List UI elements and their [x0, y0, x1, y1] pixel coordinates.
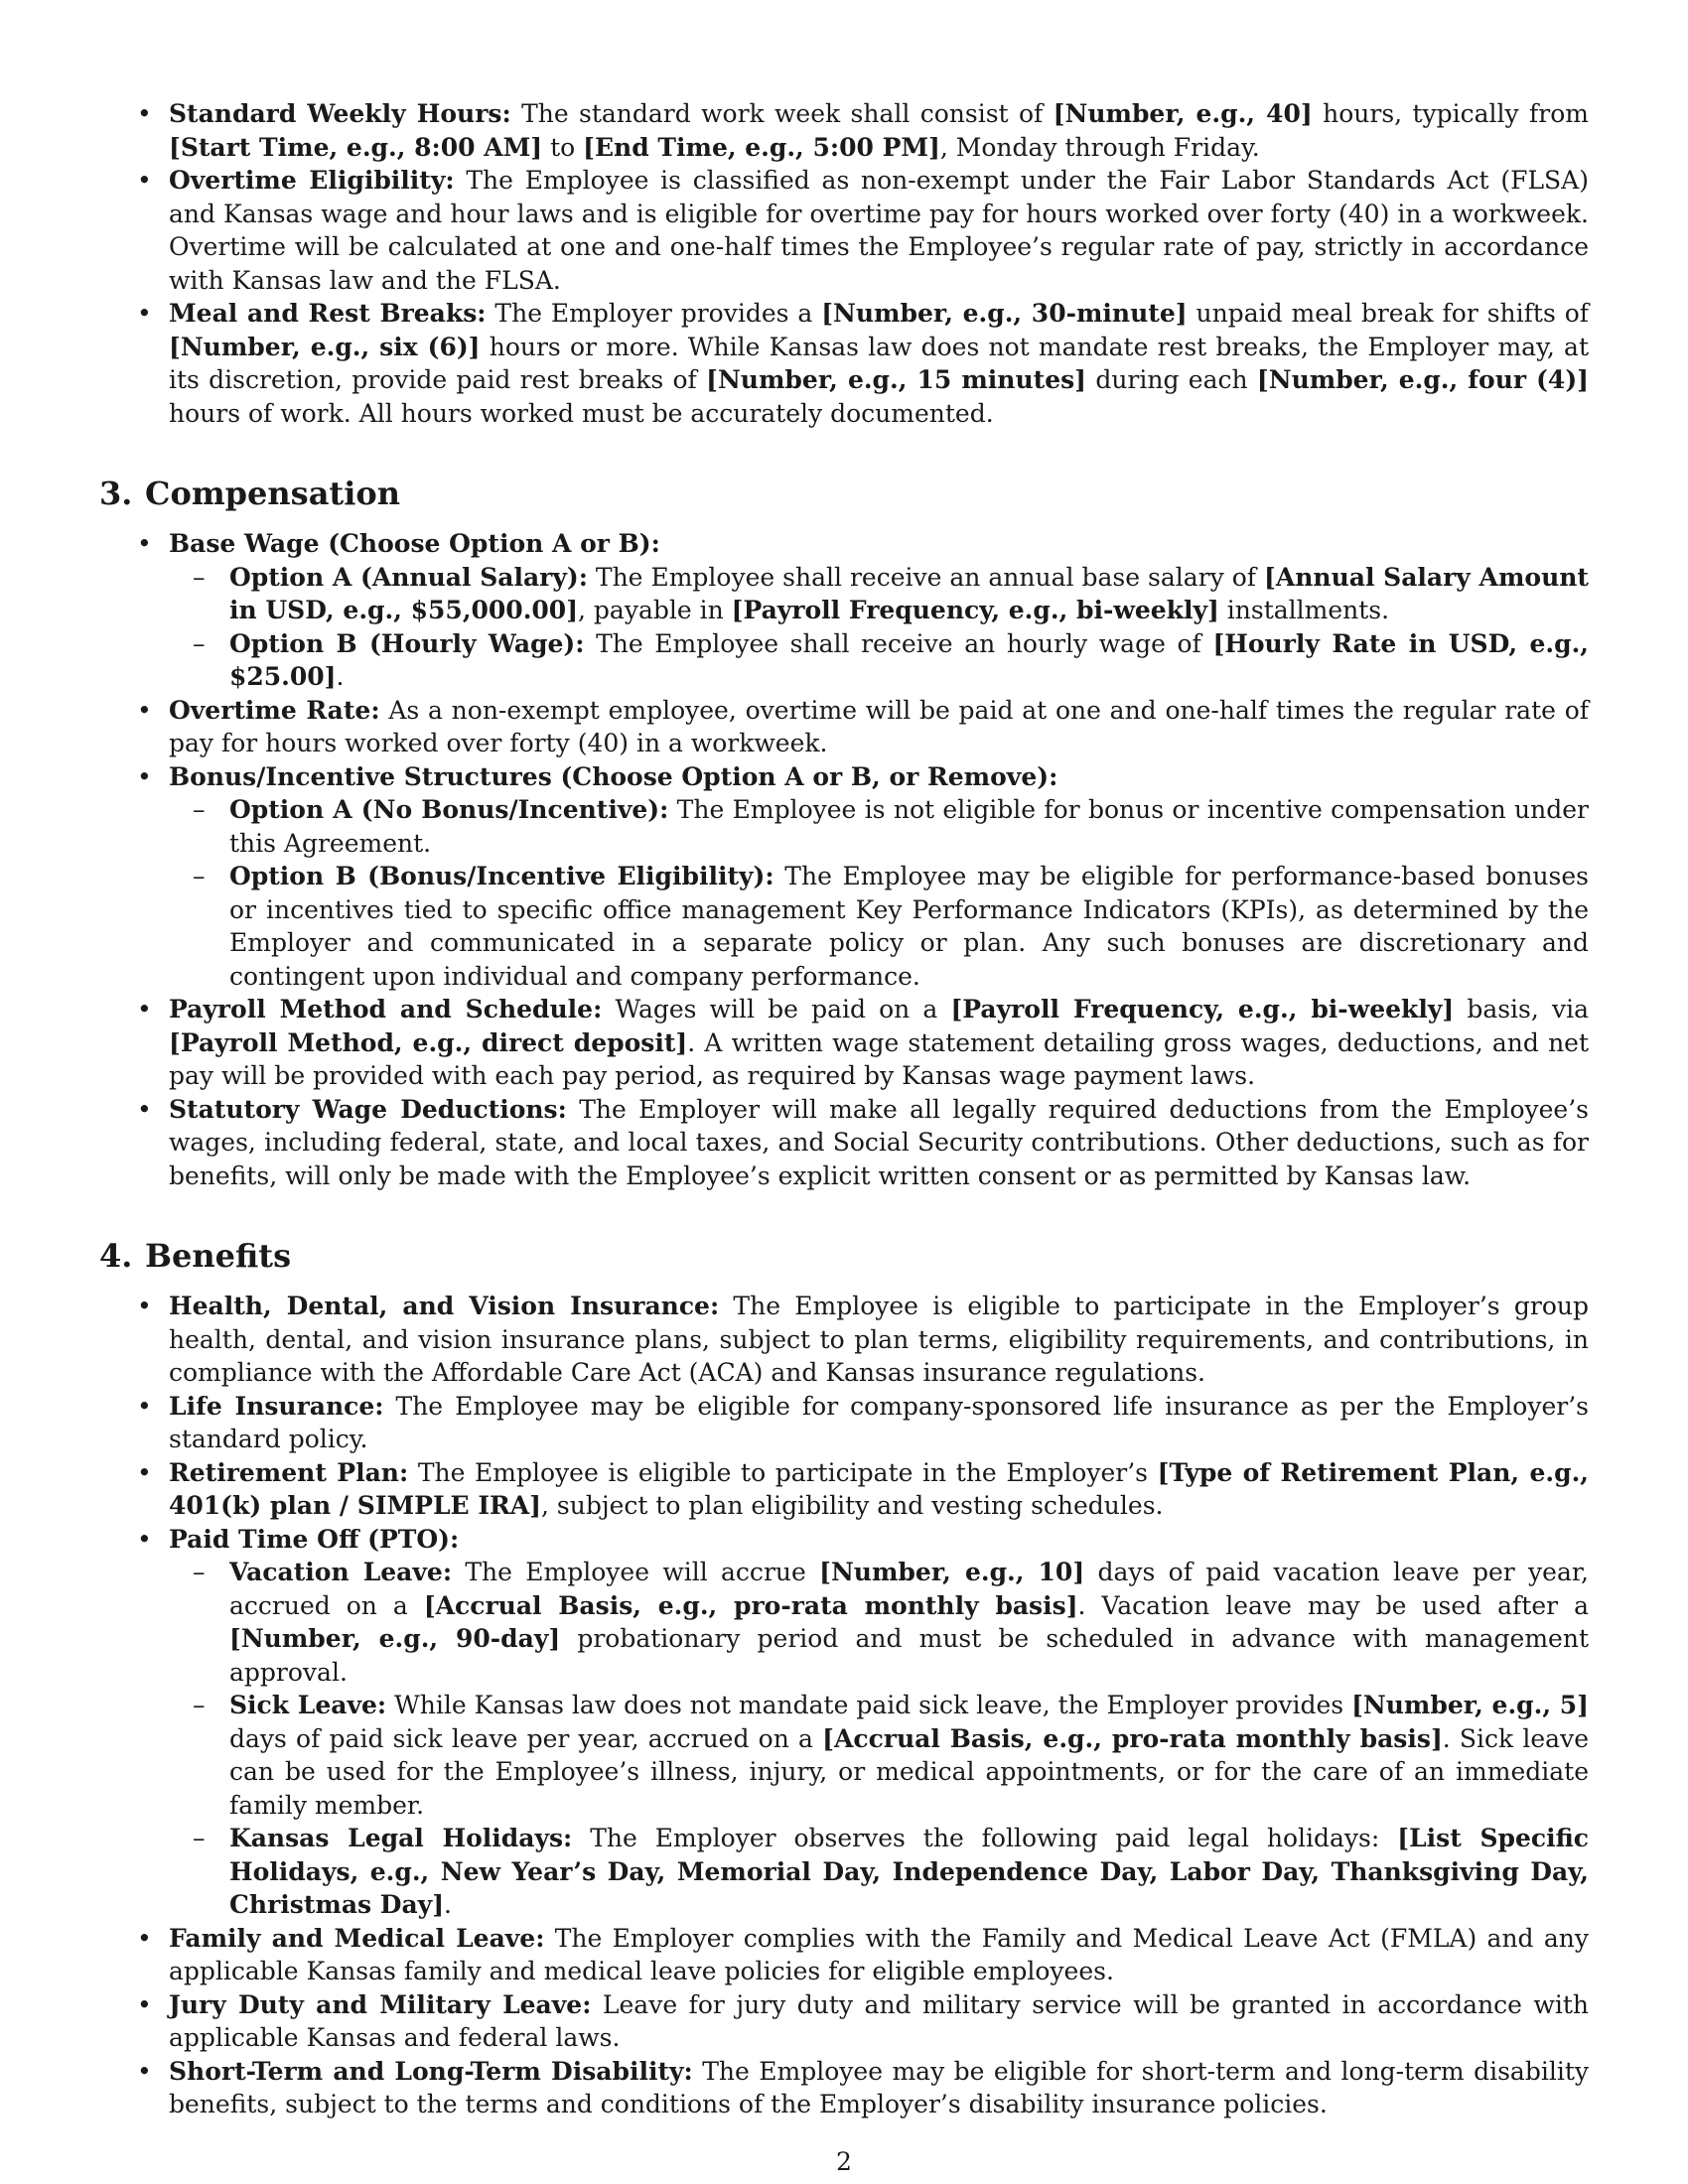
item-text: The Employer will make all legally required deductions from the Employee’s wages, including federal, state, and local taxes, and Social Security contributions. Other deductions, such as for benefits, will only be made with the Employee’s explicit written consent or as permitted by Kansas law. — [169, 1094, 1589, 1190]
item-label: Retirement Plan: — [169, 1457, 409, 1487]
list-item — [99, 760, 1589, 994]
item-text: , payable in — [578, 596, 732, 624]
item-text: to — [542, 132, 584, 162]
item-text: , Monday through Friday. — [939, 132, 1260, 162]
placeholder-field: [Number, e.g., 15 minutes] — [706, 365, 1087, 394]
item-label: Option A (Annual Salary): — [229, 562, 588, 592]
section-heading-compensation — [99, 474, 1589, 513]
sub-list-item — [99, 627, 1589, 694]
list-item — [99, 1922, 1589, 1988]
item-text: probationary period and must be scheduled in advance with management approval. — [229, 1624, 1589, 1687]
placeholder-field: [Start Time, e.g., 8:00 AM] — [169, 132, 543, 162]
list-item — [99, 1523, 1589, 1922]
item-label: Jury Duty and Military Leave: — [169, 1989, 592, 2019]
placeholder-field: [Payroll Frequency, e.g., bi-weekly] — [950, 995, 1455, 1024]
item-text: The Employee is eligible to participate in the Employer’s group health, dental, and vision insurance plans, subject to plan terms, eligibility requirements, and contributions, in compliance with the Affordable Care Act (ACA) and Kansas insurance regulations. — [169, 1292, 1589, 1387]
item-text: The Employer observes the following paid legal holidays: — [572, 1824, 1398, 1852]
document-page — [99, 97, 1589, 2121]
item-label: Base Wage (Choose Option A or B): — [169, 529, 660, 558]
item-text: The Employee shall receive an hourly wage of — [584, 628, 1213, 658]
item-text: . Vacation leave may be used after a — [1077, 1590, 1590, 1620]
item-label: Life Insurance: — [169, 1391, 384, 1421]
sub-list-item — [99, 1689, 1589, 1822]
page-number: 2 — [836, 2147, 852, 2176]
item-label: Option B (Hourly Wage): — [229, 628, 585, 658]
item-text: unpaid meal break for shifts of — [1187, 299, 1590, 328]
item-text: installments. — [1218, 596, 1390, 624]
item-label: Option B (Bonus/Incentive Eligibility): — [229, 862, 774, 890]
list-item — [99, 694, 1589, 760]
item-text: , subject to plan eligibility and vesting schedules. — [541, 1491, 1164, 1520]
hours-list — [99, 97, 1589, 430]
placeholder-field: [End Time, e.g., 5:00 PM] — [583, 132, 940, 162]
item-label: Short-Term and Long-Term Disability: — [169, 2056, 693, 2086]
item-text: Leave for jury duty and military service will be granted in accordance with applicable Kansas and federal laws. — [169, 1989, 1589, 2052]
item-label: Payroll Method and Schedule: — [169, 995, 603, 1024]
placeholder-field: [Payroll Method, e.g., direct deposit] — [169, 1027, 688, 1057]
section-title: Compensation — [145, 475, 400, 512]
list-item — [99, 1988, 1589, 2055]
item-label: Overtime Rate: — [169, 695, 380, 725]
placeholder-field: [Number, e.g., 40] — [1053, 99, 1313, 128]
list-item — [99, 993, 1589, 1093]
item-label: Overtime Eligibility: — [169, 166, 455, 195]
list-item — [99, 1093, 1589, 1193]
placeholder-field: [Accrual Basis, e.g., pro-rata monthly basis] — [822, 1723, 1443, 1753]
item-text: hours or more. While Kansas law does not mandate rest breaks, the Employer may, at its discretion, provide paid rest breaks of — [169, 332, 1589, 394]
sub-list-item — [99, 1822, 1589, 1922]
item-label: Bonus/Incentive Structures (Choose Option A or B, or Remove): — [169, 761, 1058, 791]
item-text: days of paid sick leave per year, accrued on a — [229, 1723, 823, 1753]
placeholder-field: [Type of Retirement Plan, e.g., 401(k) plan / SIMPLE IRA] — [169, 1457, 1589, 1520]
item-text: . A written wage statement detailing gross wages, deductions, and net pay will be provided with each pay period, as required by Kansas wage payment laws. — [169, 1027, 1590, 1090]
item-text: Wages will be paid on a — [602, 995, 951, 1024]
item-label: Health, Dental, and Vision Insurance: — [169, 1292, 720, 1320]
list-item — [99, 1456, 1589, 1523]
compensation-list — [99, 527, 1589, 1192]
item-label: Vacation Leave: — [229, 1558, 453, 1586]
item-label: Option A (No Bonus/Incentive): — [229, 795, 669, 824]
item-text: . Sick leave can be used for the Employee’s illness, injury, or medical appointments, or for the care of an immediate family member. — [229, 1723, 1589, 1820]
benefits-list — [99, 1290, 1589, 2121]
placeholder-field: [Accrual Basis, e.g., pro-rata monthly basis] — [423, 1590, 1078, 1620]
item-text: The Employee may be eligible for performance-based bonuses or incentives tied to specific office management Key Performance Indicators (KPIs), as determined by the Employer and communicated in a separate policy or plan. Any such bonuses are discretionary and contingent upon individual and company performance. — [229, 862, 1590, 991]
placeholder-field: [Hourly Rate in USD, e.g., $25.00] — [229, 628, 1589, 691]
item-label: Family and Medical Leave: — [169, 1923, 545, 1953]
section-number: 3. — [99, 475, 133, 512]
list-item — [99, 1290, 1589, 1390]
list-item — [99, 297, 1589, 430]
placeholder-field: [Payroll Frequency, e.g., bi-weekly] — [731, 596, 1219, 624]
item-text: hours of work. All hours worked must be accurately documented. — [169, 398, 994, 428]
placeholder-field: [List Specific Holidays, e.g., New Year’s Day, Memorial Day, Independence Day, Labor Day, Thanksgiving Day, Christmas Day] — [229, 1824, 1589, 1919]
item-text: The Employee is not eligible for bonus or incentive compensation under this Agreement. — [229, 795, 1589, 858]
item-label: Kansas Legal Holidays: — [229, 1824, 573, 1852]
item-label: Meal and Rest Breaks: — [169, 299, 487, 328]
list-item — [99, 527, 1589, 694]
list-item — [99, 97, 1589, 164]
placeholder-field: [Number, e.g., 10] — [819, 1558, 1085, 1586]
item-text: The standard work week shall consist of — [510, 99, 1054, 128]
item-text: hours, typically from — [1312, 99, 1589, 128]
placeholder-field: [Number, e.g., 90-day] — [229, 1624, 561, 1653]
section-title: Benefits — [145, 1237, 292, 1275]
item-label: Standard Weekly Hours: — [169, 99, 511, 128]
item-text: The Employee may be eligible for short-term and long-term disability benefits, subject to the terms and conditions of the Employer’s disability insurance policies. — [169, 2056, 1589, 2118]
item-label: Statutory Wage Deductions: — [169, 1094, 567, 1124]
list-item — [99, 164, 1589, 297]
item-text: The Employer provides a — [486, 299, 822, 328]
item-text: days of paid vacation leave per year, accrued on a — [229, 1558, 1589, 1620]
item-text: As a non-exempt employee, overtime will be paid at one and one-half times the regular rate of pay for hours worked over forty (40) in a workweek. — [169, 695, 1589, 757]
placeholder-field: [Number, e.g., 30-minute] — [821, 299, 1188, 328]
section-heading-benefits — [99, 1236, 1589, 1276]
item-label: Sick Leave: — [229, 1691, 387, 1719]
item-text: The Employee is classified as non-exempt under the Fair Labor Standards Act (FLSA) and Kansas wage and hour laws and is eligible for overtime pay for hours worked over forty (40) in a workweek. Overtime will be calculated at one and one-half times the Employee’s regular rate of pay, strictly in accordance with Kansas law and the FLSA. — [169, 166, 1589, 295]
sub-list-item — [99, 561, 1589, 627]
item-text: basis, via — [1454, 995, 1589, 1024]
item-text: . — [336, 662, 345, 691]
item-text: . — [444, 1890, 452, 1919]
sub-list-item — [99, 1556, 1589, 1689]
list-item — [99, 1390, 1589, 1456]
placeholder-field: [Annual Salary Amount in USD, e.g., $55,000.00] — [229, 562, 1589, 624]
item-text: The Employee shall receive an annual base salary of — [587, 562, 1264, 592]
item-text: The Employee may be eligible for company-sponsored life insurance as per the Employer’s standard policy. — [169, 1391, 1589, 1453]
item-text: While Kansas law does not mandate paid sick leave, the Employer provides — [386, 1691, 1352, 1719]
item-text: during each — [1086, 365, 1257, 394]
placeholder-field: [Number, e.g., 5] — [1351, 1691, 1589, 1719]
sub-list-item — [99, 860, 1589, 993]
item-text: The Employee will accrue — [452, 1558, 820, 1586]
sub-list-item — [99, 793, 1589, 860]
item-text: The Employee is eligible to participate in the Employer’s — [408, 1457, 1158, 1487]
list-item — [99, 2055, 1589, 2121]
placeholder-field: [Number, e.g., four (4)] — [1256, 365, 1589, 394]
section-number: 4. — [99, 1237, 133, 1275]
item-label: Paid Time Off (PTO): — [169, 1524, 460, 1554]
item-text: The Employer complies with the Family and Medical Leave Act (FMLA) and any applicable Kansas family and medical leave policies for eligible employees. — [169, 1923, 1589, 1985]
placeholder-field: [Number, e.g., six (6)] — [169, 332, 481, 361]
